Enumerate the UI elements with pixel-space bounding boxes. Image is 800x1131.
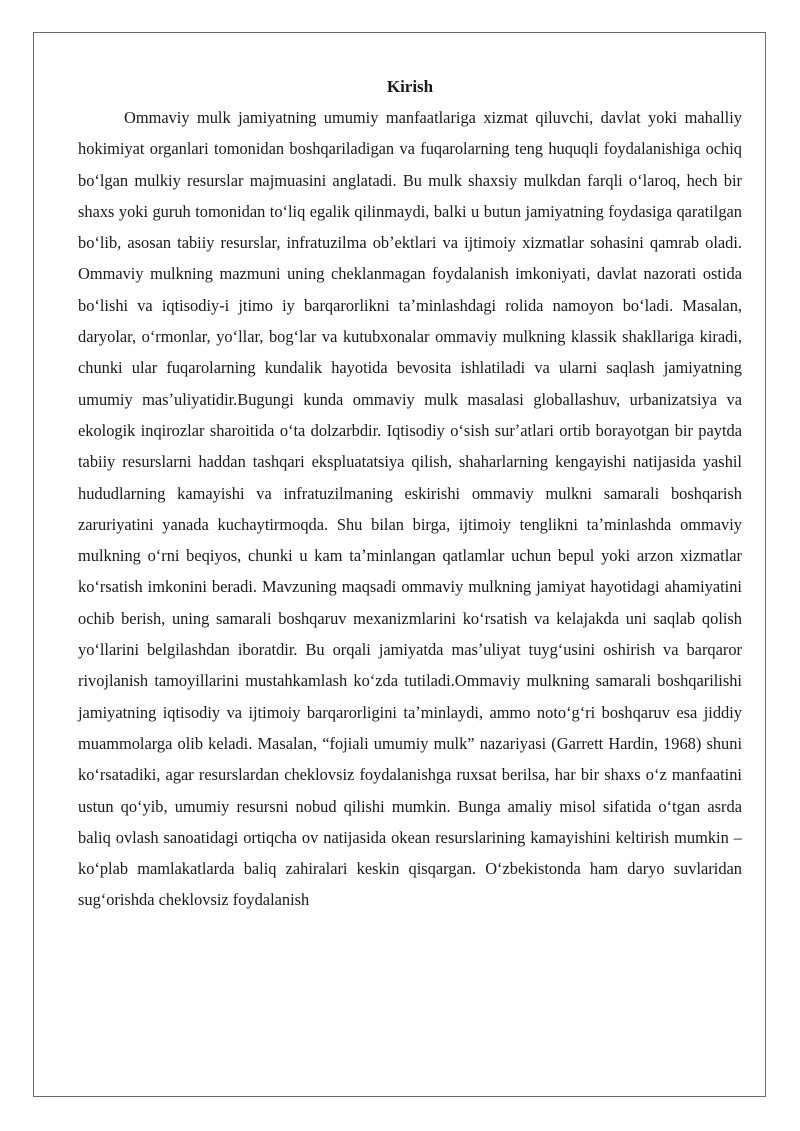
document-body bbox=[78, 72, 742, 916]
body-paragraph: Ommaviy mulk jamiyatning umumiy manfaatlariga xizmat qiluvchi, davlat yoki mahalliy hokimiyat organlari tomonidan boshqariladigan va fuqarolarning teng huquqli foydalanishiga ochiq boʻlgan mulkiy resurslar majmuasini anglatadi. Bu mulk shaxsiy mulkdan farqli oʻlaroq, hech bir shaxs yoki guruh tomonidan toʻliq egalik qilinmaydi, balki u butun jamiyatning foydasiga qaratilgan boʻlib, asosan tabiiy resurslar, infratuzilma obʼektlari va ijtimoiy xizmatlar sohasini qamrab oladi. Ommaviy mulkning mazmuni uning cheklanmagan foydalanish imkoniyati, davlat nazorati ostida boʻlishi va iqtisodiy-i jtimo iy barqarorlikni taʼminlashdagi rolida namoyon boʻladi. Masalan, daryolar, oʻrmonlar, yoʻllar, bogʻlar va kutubxonalar ommaviy mulkning klassik shakllariga kiradi, chunki ular fuqarolarning kundalik hayotida bevosita ishlatiladi va ularni saqlash jamiyatning umumiy masʼuliyatidir.Bugungi kunda ommaviy mulk masalasi globallashuv, urbanizatsiya va ekologik inqirozlar sharoitida oʻta dolzarbdir. Iqtisodiy oʻsish surʼatlari ortib borayotgan bir paytda tabiiy resurslarni haddan tashqari ekspluatatsiya qilish, shaharlarning kengayishi natijasida yashil hududlarning kamayishi va infratuzilmaning eskirishi ommaviy mulkni samarali boshqarish zaruriyatini yanada kuchaytirmoqda. Shu bilan birga, ijtimoiy tenglikni taʼminlashda ommaviy mulkning oʻrni beqiyos, chunki u kam taʼminlangan qatlamlar uchun bepul yoki arzon xizmatlar koʻrsatish imkonini beradi. Mavzuning maqsadi ommaviy mulkning jamiyat hayotidagi ahamiyatini ochib berish, uning samarali boshqaruv mexanizmlarini koʻrsatish va kelajakda uni saqlab qolish yoʻllarini belgilashdan iboratdir. Bu orqali jamiyatda masʼuliyat tuygʻusini oshirish va barqaror rivojlanish tamoyillarini mustahkamlash koʻzda tutiladi.Ommaviy mulkning samarali boshqarilishi jamiyatning iqtisodiy va ijtimoiy barqarorligini taʼminlaydi, ammo notoʻgʻri boshqaruv esa jiddiy muammolarga olib keladi. Masalan, “fojiali umumiy mulk” nazariyasi (Garrett Hardin, 1968) shuni koʻrsatadiki, agar resurslardan cheklovsiz foydalanishga ruxsat berilsa, har bir shaxs oʻz manfaatini ustun qoʻyib, umumiy resursni nobud qilishi mumkin. Bunga amaliy misol sifatida oʻtgan asrda baliq ovlash sanoatidagi ortiqcha ov natijasida okean resurslarining kamayishini keltirish mumkin – koʻplab mamlakatlarda baliq zahiralari keskin qisqargan. Oʻzbekistonda ham daryo suvlaridan sugʻorishda cheklovsiz foydalanish bbox=[78, 108, 742, 910]
document-title: Kirish bbox=[386, 77, 434, 96]
